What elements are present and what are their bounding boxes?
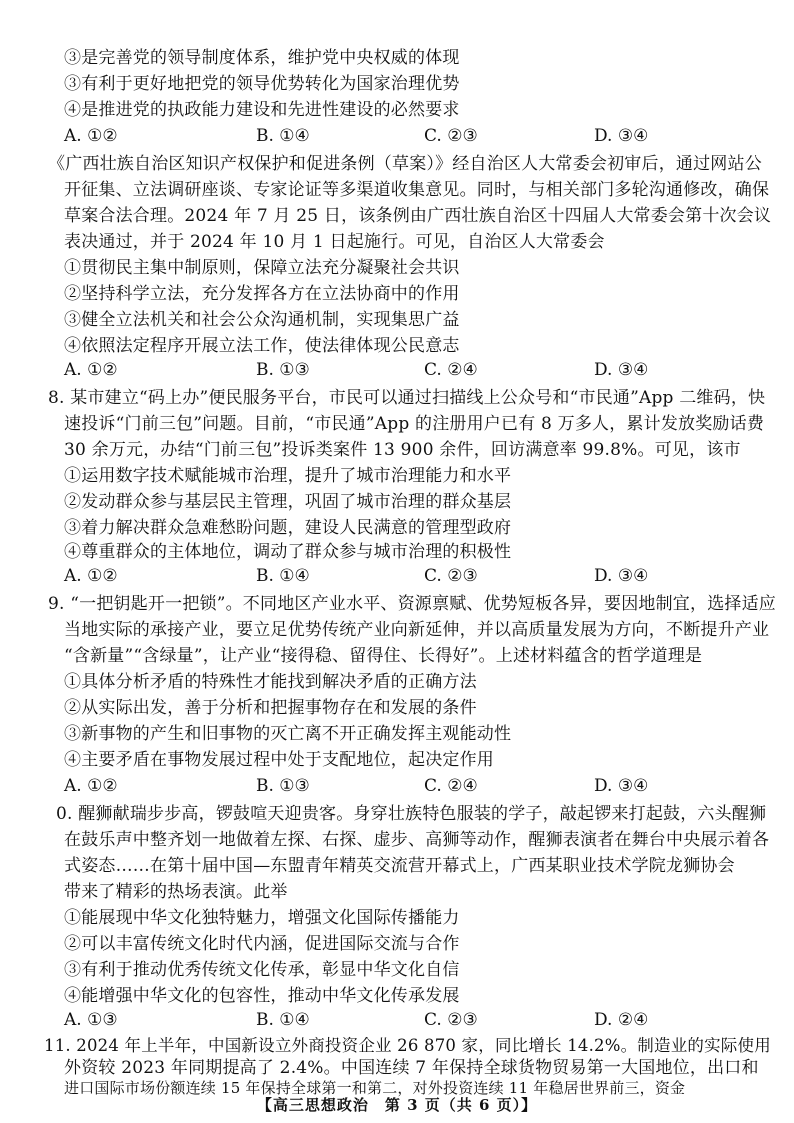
q10-option-c: C. ②③ [424, 1010, 478, 1030]
q8-stem-line-3: 30 余万元，办结“门前三包”投诉类案件 13 900 余件，回访满意率 99.8%。可见，该市 [64, 440, 741, 460]
q9-item-1: ①具体分析矛盾的特殊性才能找到解决矛盾的正确方法 [64, 672, 477, 692]
q11-stem-line-2: 外资较 2023 年同期提高了 2.4%。中国连续 7 年保持全球货物贸易第一大国地位，出口和 [64, 1058, 759, 1078]
q11-stem-line-3: 进口国际市场份额连续 15 年保持全球第一和第二，对外投资连续 11 年稳居世界前三，资金 [64, 1079, 686, 1097]
q8-option-c: C. ②③ [424, 566, 478, 586]
q9-item-4: ④主要矛盾在事物发展过程中处于支配地位，起决定作用 [64, 750, 494, 770]
q6-option-a: A. ①② [64, 126, 118, 146]
q9-option-d: D. ③④ [594, 776, 649, 796]
q8-option-a: A. ①② [64, 566, 118, 586]
q7-option-d: D. ③④ [594, 360, 649, 380]
q10-stem-line-2: 在鼓乐声中整齐划一地做着左探、右探、虚步、高狮等动作，醒狮表演者在舞台中央展示着各 [64, 830, 770, 850]
q10-item-1: ①能展现中华文化独特魅力，增强文化国际传播能力 [64, 908, 460, 928]
q10-option-a: A. ①③ [64, 1010, 118, 1030]
q6-option-d: D. ③④ [594, 126, 649, 146]
q6-item-4a: ③有利于更好地把党的领导优势转化为国家治理优势 [64, 74, 460, 94]
q9-option-b: B. ①③ [256, 776, 310, 796]
q8-stem-line-2: 速投诉“门前三包”问题。目前，“市民通”App 的注册用户已有 8 万多人，累计发放奖励话费 [64, 414, 765, 434]
q8-option-b: B. ①④ [256, 566, 310, 586]
q10-option-b: B. ①④ [256, 1010, 310, 1030]
q10-stem-line-1: 0. 醒狮献瑞步步高，锣鼓喧天迎贵客。身穿壮族特色服装的学子，敲起锣来打起鼓，六头醒狮 [56, 804, 767, 824]
q6-item-4b: ④是推进党的执政能力建设和先进性建设的必然要求 [64, 100, 460, 120]
q10-option-d: D. ②④ [594, 1010, 649, 1030]
q8-item-4: ④尊重群众的主体地位，调动了群众参与城市治理的积极性 [64, 542, 512, 562]
q7-item-4: ④依照法定程序开展立法工作，使法律体现公民意志 [64, 336, 460, 356]
q9-stem-line-1: 9. “一把钥匙开一把锁”。不同地区产业水平、资源禀赋、优势短板各异，要因地制宜，选择适应 [48, 594, 777, 614]
q11-stem-line-1: 11. 2024 年上半年，中国新设立外商投资企业 26 870 家，同比增长 14.2%。制造业的实际使用 [44, 1036, 771, 1055]
q6-option-c: C. ②③ [424, 126, 478, 146]
q8-item-2: ②发动群众参与基层民主管理，巩固了城市治理的群众基层 [64, 492, 512, 512]
q10-stem-line-4: 带来了精彩的热场表演。此举 [64, 882, 288, 902]
q7-stem-line-2: 开征集、立法调研座谈、专家论证等多渠道收集意见。同时，与相关部门多轮沟通修改，确保 [64, 180, 770, 200]
q9-stem-line-3: “含新量”“含绿量”，让产业“接得稳、留得住、长得好”。上述材料蕴含的哲学道理是 [64, 646, 703, 666]
q7-option-a: A. ①② [64, 360, 118, 380]
q8-item-1: ①运用数字技术赋能城市治理，提升了城市治理能力和水平 [64, 466, 512, 486]
q9-item-3: ③新事物的产生和旧事物的灭亡离不开正确发挥主观能动性 [64, 724, 512, 744]
q9-stem-line-2: 当地实际的承接产业，要立足优势传统产业向新延伸，并以高质量发展为方向，不断提升产业 [64, 620, 770, 640]
q8-item-3: ③着力解决群众急难愁盼问题，建设人民满意的管理型政府 [64, 518, 512, 538]
q10-item-4: ④能增强中华文化的包容性，推动中华文化传承发展 [64, 986, 460, 1006]
q7-stem-line-3: 草案合法合理。2024 年 7 月 25 日，该条例由广西壮族自治区十四届人大常委会第十次会议 [64, 206, 772, 226]
q8-stem-line-1: 8. 某市建立“码上办”便民服务平台，市民可以通过扫描线上公众号和“市民通”App 二维码，快 [48, 388, 766, 408]
q7-stem-line-4: 表决通过，并于 2024 年 10 月 1 日起施行。可见，自治区人大常委会 [64, 232, 605, 252]
q7-stem-line-1: 《广西壮族自治区知识产权保护和促进条例（草案）》经自治区人大常委会初审后，通过网站公 [48, 154, 762, 174]
q6-option-b: B. ①④ [256, 126, 310, 146]
q8-option-d: D. ③④ [594, 566, 649, 586]
q7-option-c: C. ②④ [424, 360, 478, 380]
q7-item-2: ②坚持科学立法，充分发挥各方在立法协商中的作用 [64, 284, 460, 304]
q10-item-2: ②可以丰富传统文化时代内涵，促进国际交流与合作 [64, 934, 460, 954]
q7-item-3: ③健全立法机关和社会公众沟通机制，实现集思广益 [64, 310, 460, 330]
q9-option-a: A. ①② [64, 776, 118, 796]
q10-stem-line-3: 式姿态……在第十届中国—东盟青年精英交流营开幕式上，广西某职业技术学院龙狮协会 [64, 856, 735, 876]
page-footer: 【高三思想政治 第 3 页（共 6 页）】 [256, 1096, 538, 1114]
q7-item-1: ①贯彻民主集中制原则，保障立法充分凝聚社会共识 [64, 258, 460, 278]
q9-item-2: ②从实际出发，善于分析和把握事物存在和发展的条件 [64, 698, 477, 718]
q9-option-c: C. ②④ [424, 776, 478, 796]
q10-item-3: ③有利于推动优秀传统文化传承，彰显中华文化自信 [64, 960, 460, 980]
q6-item-3: ③是完善党的领导制度体系，维护党中央权威的体现 [64, 48, 460, 68]
q7-option-b: B. ①③ [256, 360, 310, 380]
